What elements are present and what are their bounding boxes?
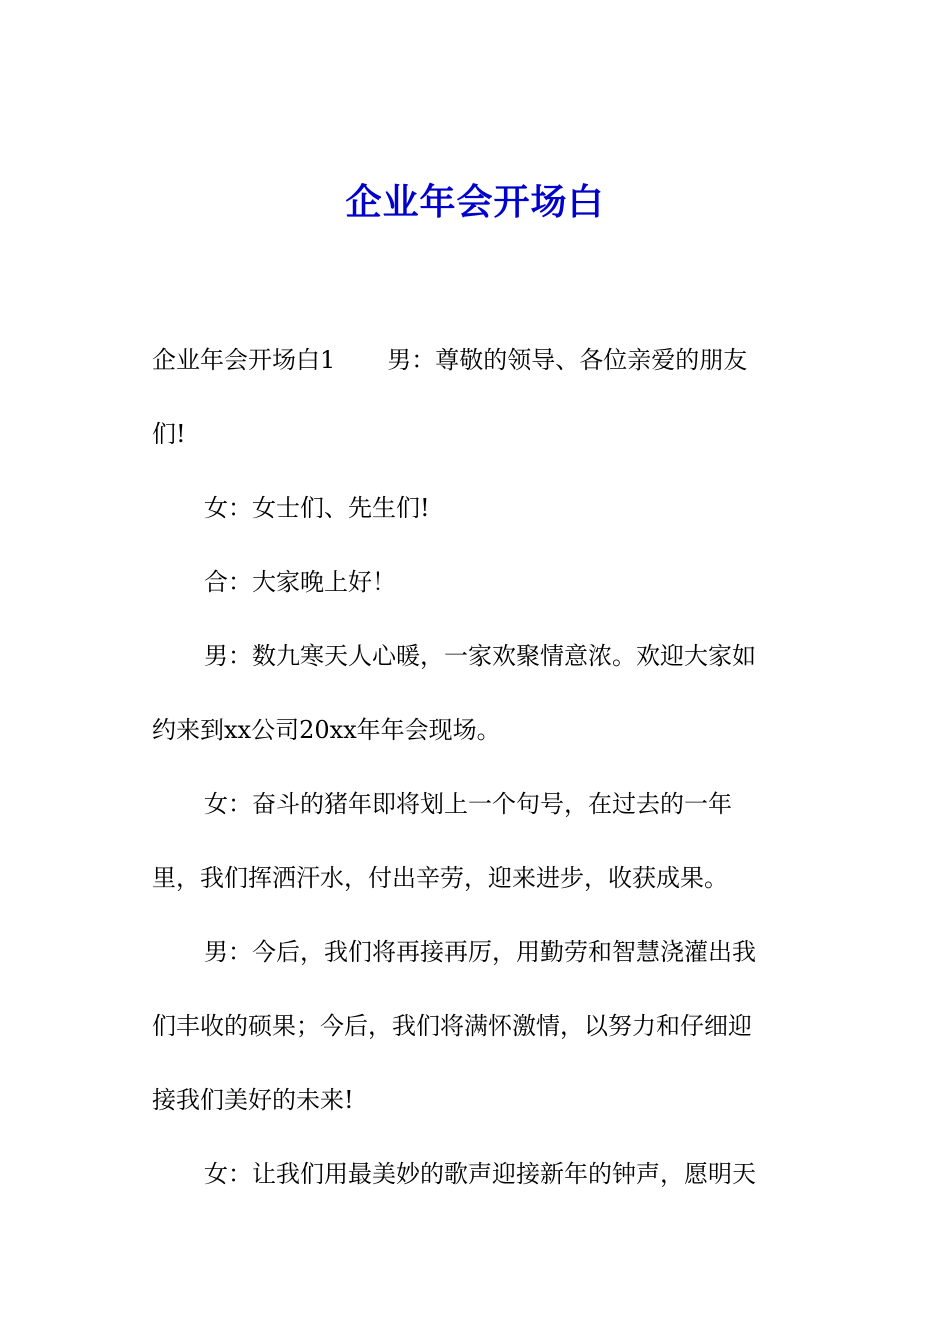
paragraph-line: 里，我们挥洒汗水，付出辛劳，迎来进步，收获成果。 bbox=[152, 864, 728, 892]
document-body bbox=[152, 323, 796, 1211]
paragraph-line: 约来到xx公司20xx年年会现场。 bbox=[152, 716, 501, 744]
paragraph-line: 男：今后，我们将再接再厉，用勤劳和智慧浇灌出我 bbox=[204, 938, 756, 966]
paragraph-line: 女：奋斗的猪年即将划上一个句号，在过去的一年 bbox=[204, 790, 732, 818]
paragraph-line: 们丰收的硕果；今后，我们将满怀激情，以努力和仔细迎 bbox=[152, 1012, 752, 1040]
paragraph-line: 女：让我们用最美妙的歌声迎接新年的钟声，愿明天 bbox=[204, 1160, 756, 1188]
section-heading: 企业年会开场白1 bbox=[152, 346, 336, 374]
paragraph-line: 合：大家晚上好！ bbox=[204, 568, 396, 596]
document-title: 企业年会开场白 bbox=[345, 181, 605, 223]
paragraph-line: 接我们美好的未来! bbox=[152, 1086, 354, 1114]
paragraph-line bbox=[152, 323, 796, 397]
paragraph-text: 男：尊敬的领导、各位亲爱的朋友 bbox=[387, 346, 748, 374]
paragraph-line: 女：女士们、先生们! bbox=[204, 494, 430, 522]
paragraph-line: 男：数九寒天人心暖，一家欢聚情意浓。欢迎大家如 bbox=[204, 642, 756, 670]
paragraph-line: 们! bbox=[152, 420, 186, 448]
